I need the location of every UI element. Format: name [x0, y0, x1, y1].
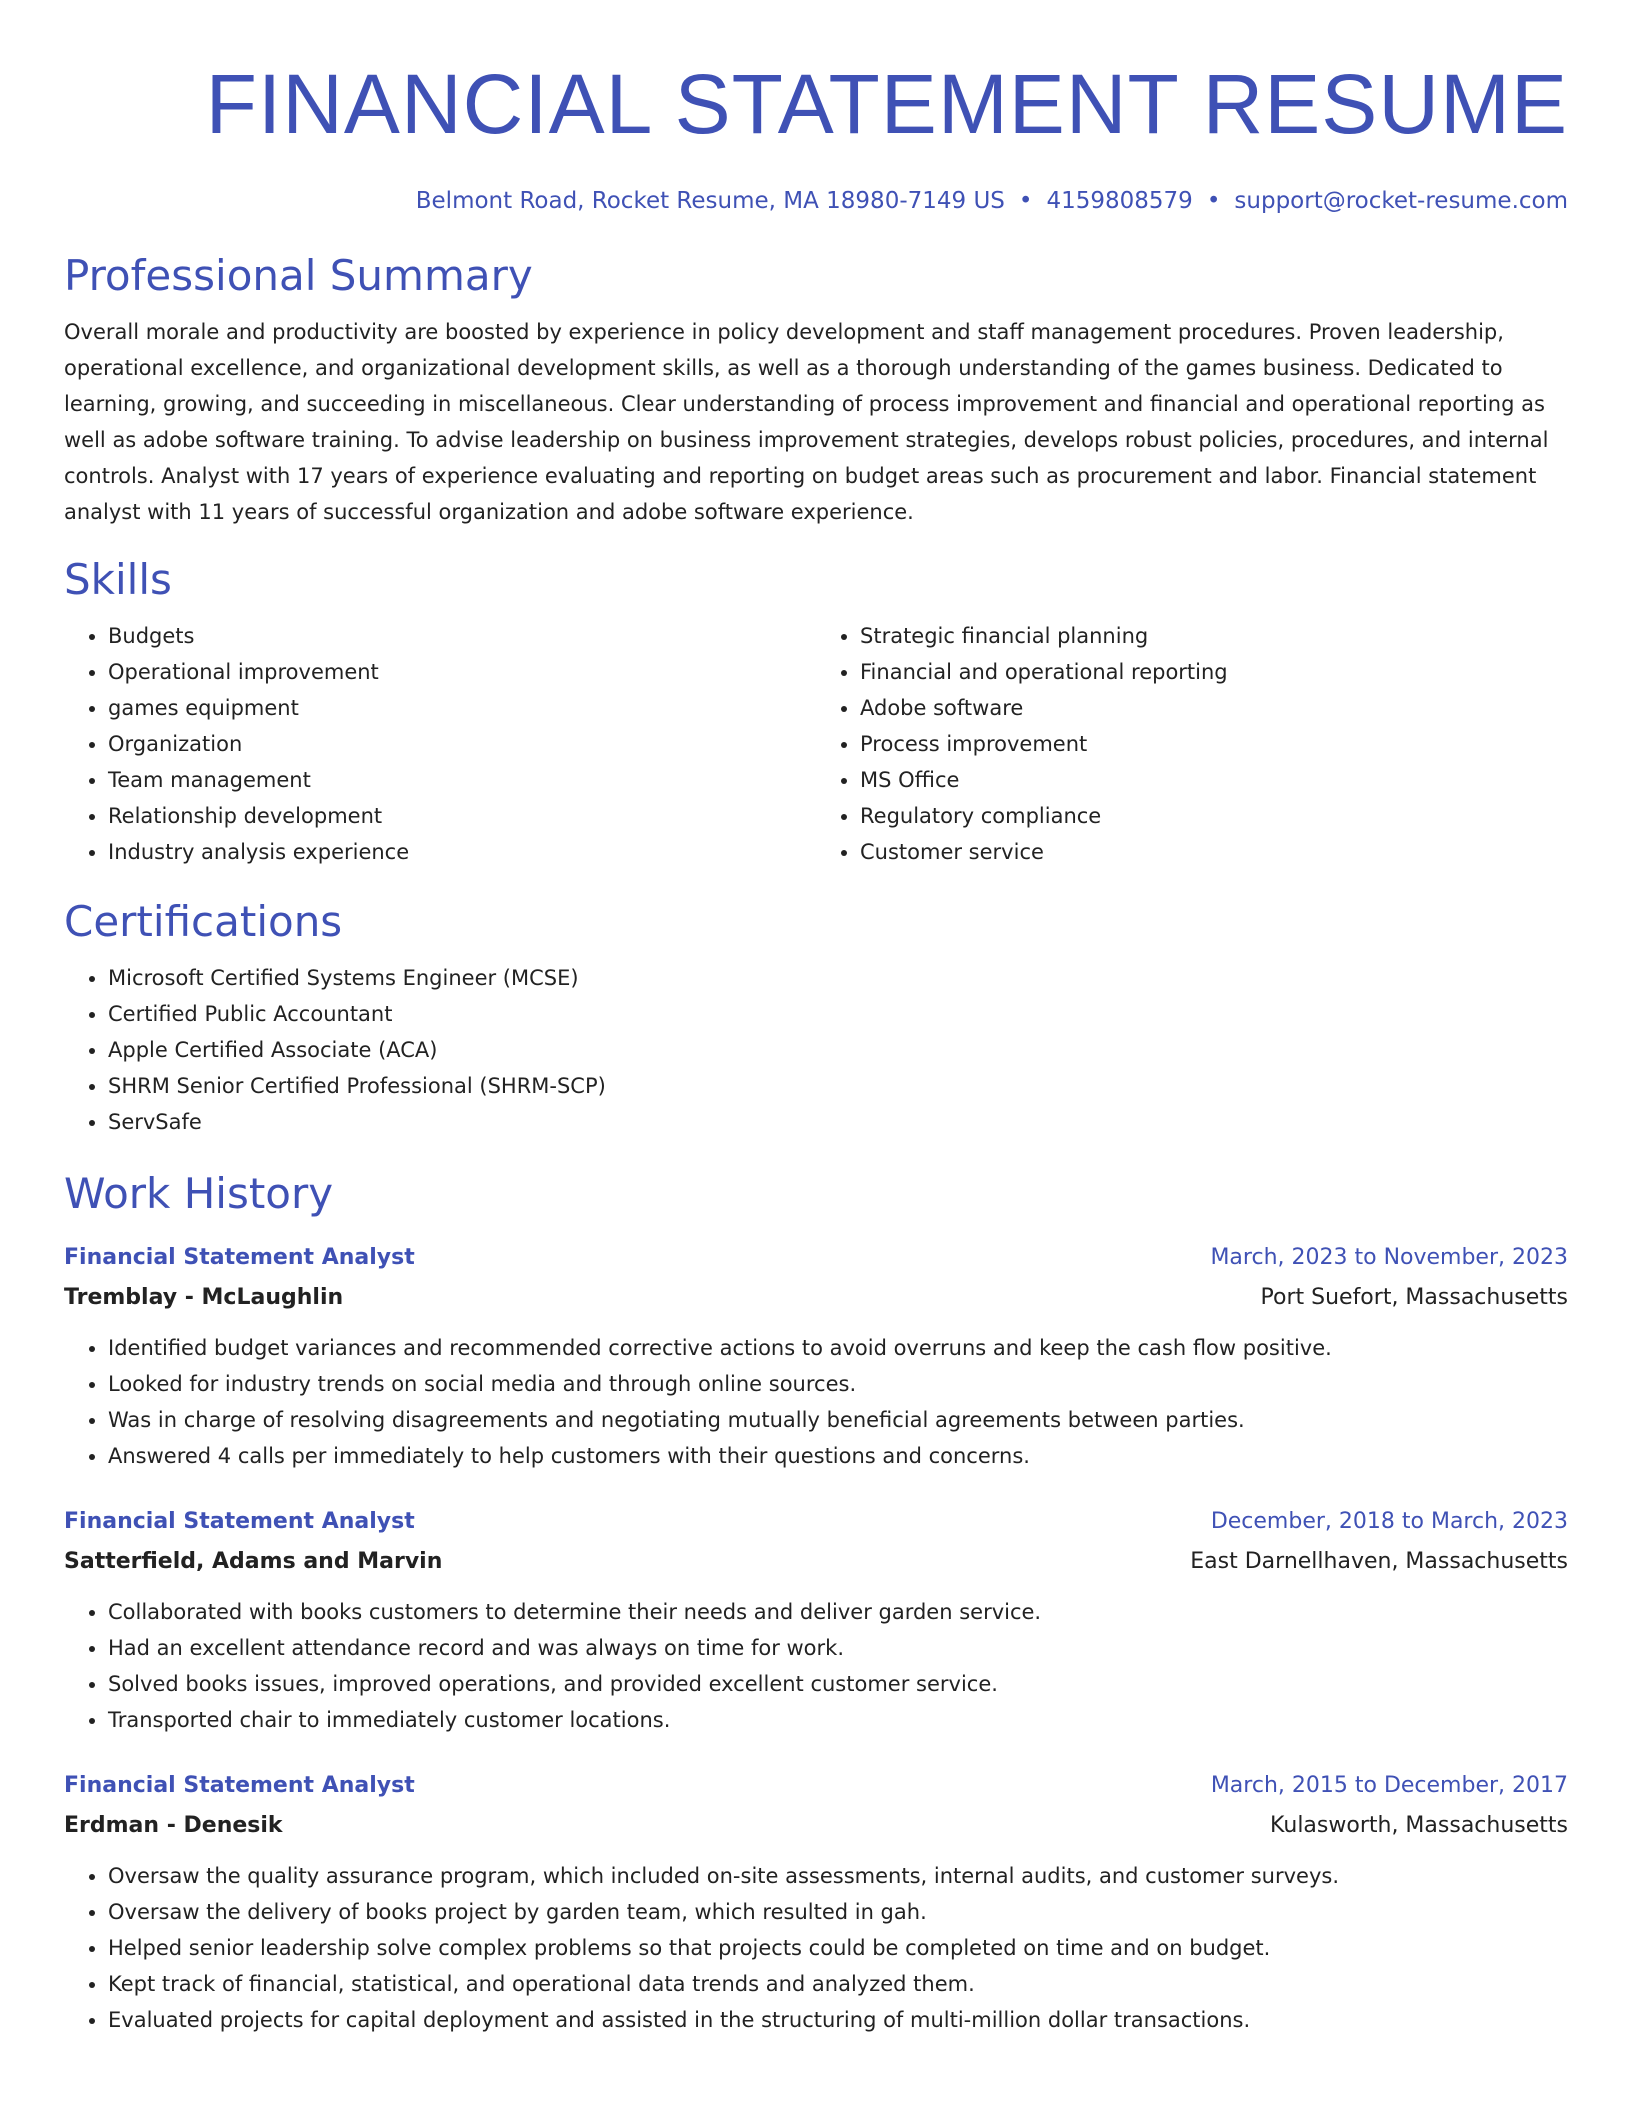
- job-location: East Darnellhaven, Massachusetts: [1190, 1549, 1568, 1574]
- skills-columns: [64, 618, 1568, 870]
- job-bullet: • Transported chair to immediately customer locations.: [108, 1702, 1568, 1738]
- skill-item: • Regulatory compliance: [860, 798, 1568, 834]
- skills-heading: Skills: [64, 555, 172, 604]
- job-bullet: • Oversaw the delivery of books project by garden team, which resulted in gah.: [108, 1894, 1568, 1930]
- skill-item: • Budgets: [108, 618, 816, 654]
- job-header-row: [64, 1238, 1568, 1278]
- job-bullet: • Identified budget variances and recommended corrective actions to avoid overruns and keep the cash flow positive.: [108, 1330, 1568, 1366]
- skill-item: • Organization: [108, 726, 816, 762]
- certification-item: • Apple Certified Associate (ACA): [108, 1032, 1568, 1068]
- job-bullet: • Was in charge of resolving disagreements and negotiating mutually beneficial agreements between parties.: [108, 1402, 1568, 1438]
- contact-email[interactable]: support@rocket-resume.com: [1234, 188, 1568, 214]
- skill-item: • Industry analysis experience: [108, 834, 816, 870]
- resume-name: FINANCIAL STATEMENT RESUME: [205, 57, 1568, 151]
- skill-item: • Process improvement: [860, 726, 1568, 762]
- skill-item: • Financial and operational reporting: [860, 654, 1568, 690]
- job-header-row: [64, 1766, 1568, 1806]
- skills-left-list: [64, 618, 816, 870]
- job-company-row: [64, 1806, 1568, 1846]
- skill-item: • MS Office: [860, 762, 1568, 798]
- contact-line: [64, 186, 1568, 216]
- skill-item: • Customer service: [860, 834, 1568, 870]
- job-bullet: • Helped senior leadership solve complex problems so that projects could be completed on time and on budget.: [108, 1930, 1568, 1966]
- job-title: Financial Statement Analyst: [64, 1509, 415, 1534]
- job-bullets: [64, 1594, 1568, 1738]
- work-history-heading: Work History: [64, 1169, 334, 1218]
- job-bullet: • Looked for industry trends on social media and through online sources.: [108, 1366, 1568, 1402]
- skill-item: • Strategic financial planning: [860, 618, 1568, 654]
- certifications-list: [64, 960, 1568, 1140]
- job-company-row: [64, 1278, 1568, 1318]
- job-company: Erdman - Denesik: [64, 1813, 283, 1838]
- job-entry: [64, 1238, 1568, 1474]
- job-dates: March, 2015 to December, 2017: [1210, 1773, 1568, 1798]
- certification-item: • SHRM Senior Certified Professional (SHRM-SCP): [108, 1068, 1568, 1104]
- job-company: Tremblay - McLaughlin: [64, 1285, 344, 1310]
- job-bullet: • Answered 4 calls per immediately to help customers with their questions and concerns.: [108, 1438, 1568, 1474]
- skill-item: • games equipment: [108, 690, 816, 726]
- certification-item: • Microsoft Certified Systems Engineer (MCSE): [108, 960, 1568, 996]
- job-bullet: • Had an excellent attendance record and was always on time for work.: [108, 1630, 1568, 1666]
- contact-phone: 4159808579: [1046, 188, 1193, 214]
- job-title: Financial Statement Analyst: [64, 1773, 415, 1798]
- certification-item: • ServSafe: [108, 1104, 1568, 1140]
- job-bullet: • Collaborated with books customers to determine their needs and deliver garden service.: [108, 1594, 1568, 1630]
- job-bullets: [64, 1330, 1568, 1474]
- job-bullet: • Kept track of financial, statistical, and operational data trends and analyzed them.: [108, 1966, 1568, 2002]
- certification-item: • Certified Public Accountant: [108, 996, 1568, 1032]
- skill-item: • Operational improvement: [108, 654, 816, 690]
- skill-item: • Adobe software: [860, 690, 1568, 726]
- job-dates: March, 2023 to November, 2023: [1210, 1245, 1568, 1270]
- contact-address: Belmont Road, Rocket Resume, MA 18980-7149 US: [415, 188, 1005, 214]
- skill-item: • Team management: [108, 762, 816, 798]
- job-location: Kulasworth, Massachusetts: [1270, 1813, 1568, 1838]
- job-entry: [64, 1502, 1568, 1738]
- job-company: Satterfield, Adams and Marvin: [64, 1549, 443, 1574]
- summary-text: Overall morale and productivity are boosted by experience in policy development and staff management procedures. Proven leadership, operational excellence, and organizational development skills, as well as a thorough understanding of the games business. Dedicated to learning, growing, and succeeding in miscellaneous. Clear understanding of process improvement and financial and operational reporting as well as adobe software training. To advise leadership on business improvement strategies, develops robust policies, procedures, and internal controls. Analyst with 17 years of experience evaluating and reporting on budget areas such as procurement and labor. Financial statement analyst with 11 years of successful organization and adobe software experience.: [64, 320, 1549, 524]
- job-bullets: [64, 1858, 1568, 2038]
- job-entry: [64, 1766, 1568, 2038]
- skill-item: • Relationship development: [108, 798, 816, 834]
- resume-header: [64, 0, 1568, 216]
- job-company-row: [64, 1542, 1568, 1582]
- skills-right-list: [816, 618, 1568, 870]
- contact-separator: •: [1206, 188, 1221, 214]
- job-bullet: • Evaluated projects for capital deployment and assisted in the structuring of multi-million dollar transactions.: [108, 2002, 1568, 2038]
- job-location: Port Suefort, Massachusetts: [1260, 1285, 1568, 1310]
- certifications-heading: Certifications: [64, 897, 343, 946]
- job-title: Financial Statement Analyst: [64, 1245, 415, 1270]
- job-header-row: [64, 1502, 1568, 1542]
- job-bullet: • Oversaw the quality assurance program, which included on-site assessments, internal audits, and customer surveys.: [108, 1858, 1568, 1894]
- contact-separator: •: [1018, 188, 1033, 214]
- summary-heading: Professional Summary: [64, 251, 533, 300]
- job-dates: December, 2018 to March, 2023: [1210, 1509, 1568, 1534]
- job-bullet: • Solved books issues, improved operations, and provided excellent customer service.: [108, 1666, 1568, 1702]
